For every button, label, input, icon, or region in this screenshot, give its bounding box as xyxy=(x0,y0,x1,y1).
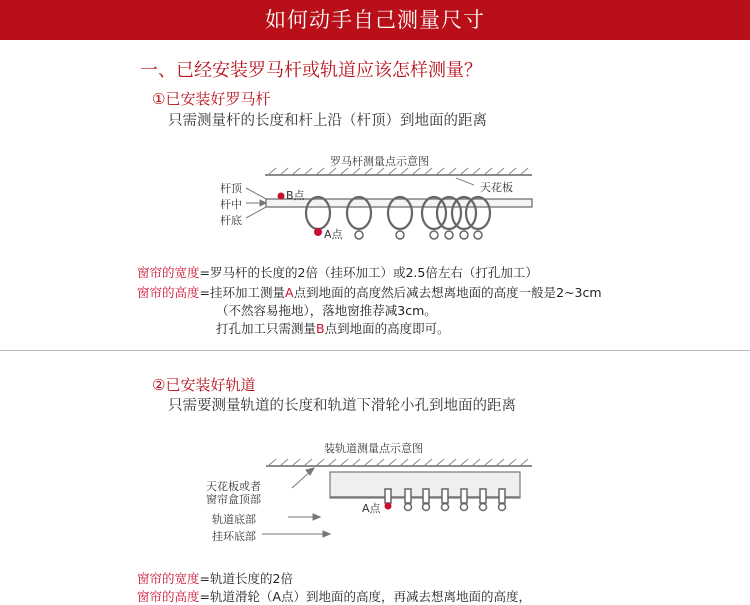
point-b-marker xyxy=(278,193,285,200)
curtain-height-label: 窗帘的高度 xyxy=(137,285,200,300)
point-a-marker xyxy=(314,228,322,236)
track-ceiling-label-2: 窗帘盒顶部 xyxy=(206,493,261,506)
track-height-text: =轨道滑轮（A点）到地面的高度，再减去想离地面的高度， xyxy=(199,589,532,604)
point-b-label: B点 xyxy=(286,189,305,202)
track-width-label: 窗帘的宽度 xyxy=(137,571,200,586)
part2-width-row xyxy=(137,569,293,587)
curtain-height-text-b: 点到地面的高度然后减去想离地面的高度一般是2~3cm xyxy=(293,285,602,300)
track-ceiling-label-1: 天花板或者 xyxy=(206,480,261,493)
page-title: 如何动手自己测量尺寸 xyxy=(265,8,485,32)
part1-height-row xyxy=(137,283,602,301)
punch-text-b: 点到地面的高度即可。 xyxy=(324,321,450,336)
height-point-a: A xyxy=(285,285,294,300)
track-point-a-marker xyxy=(385,503,392,510)
ceiling-label: 天花板 xyxy=(480,181,513,194)
part2-heading: ②已安装好轨道 xyxy=(152,376,256,394)
section-divider xyxy=(0,350,750,351)
part1-description: 只需测量杆的长度和杆上沿（杆顶）到地面的距离 xyxy=(168,113,487,129)
curtain-height-text-a: =挂环加工测量 xyxy=(199,285,285,300)
point-a-label: A点 xyxy=(324,228,343,241)
curtain-width-label: 窗帘的宽度 xyxy=(137,265,200,280)
track-diagram-title: 装轨道测量点示意图 xyxy=(324,442,423,455)
part1-heading: ①已安装好罗马杆 xyxy=(152,90,271,108)
ring-bottom-label: 挂环底部 xyxy=(212,530,256,543)
part1-height-line3 xyxy=(216,319,450,337)
punch-point-b: B xyxy=(316,321,325,336)
part1-width-row xyxy=(137,263,538,281)
track-height-label: 窗帘的高度 xyxy=(137,589,200,604)
part1-height-line2: （不然容易拖地），落地窗推荐减3cm。 xyxy=(216,303,437,318)
rod-top-label: 杆顶 xyxy=(220,182,242,195)
curtain-width-text: =罗马杆的长度的2倍（挂环加工）或2.5倍左右（打孔加工） xyxy=(199,265,538,280)
section-title: 一、已经安装罗马杆或轨道应该怎样测量？ xyxy=(140,60,482,81)
rod-bottom-label: 杆底 xyxy=(220,214,242,227)
punch-text-a: 打孔加工只需测量 xyxy=(216,321,317,336)
rod-middle-label: 杆中 xyxy=(220,198,242,211)
track-width-text: =轨道长度的2倍 xyxy=(199,571,293,586)
track-point-a-label: A点 xyxy=(362,502,381,515)
roman-rod-diagram-title: 罗马杆测量点示意图 xyxy=(330,155,429,168)
part2-description: 只需要测量轨道的长度和轨道下滑轮小孔到地面的距离 xyxy=(168,398,516,414)
track-bottom-label: 轨道底部 xyxy=(212,513,256,526)
part2-height-row xyxy=(137,587,531,605)
